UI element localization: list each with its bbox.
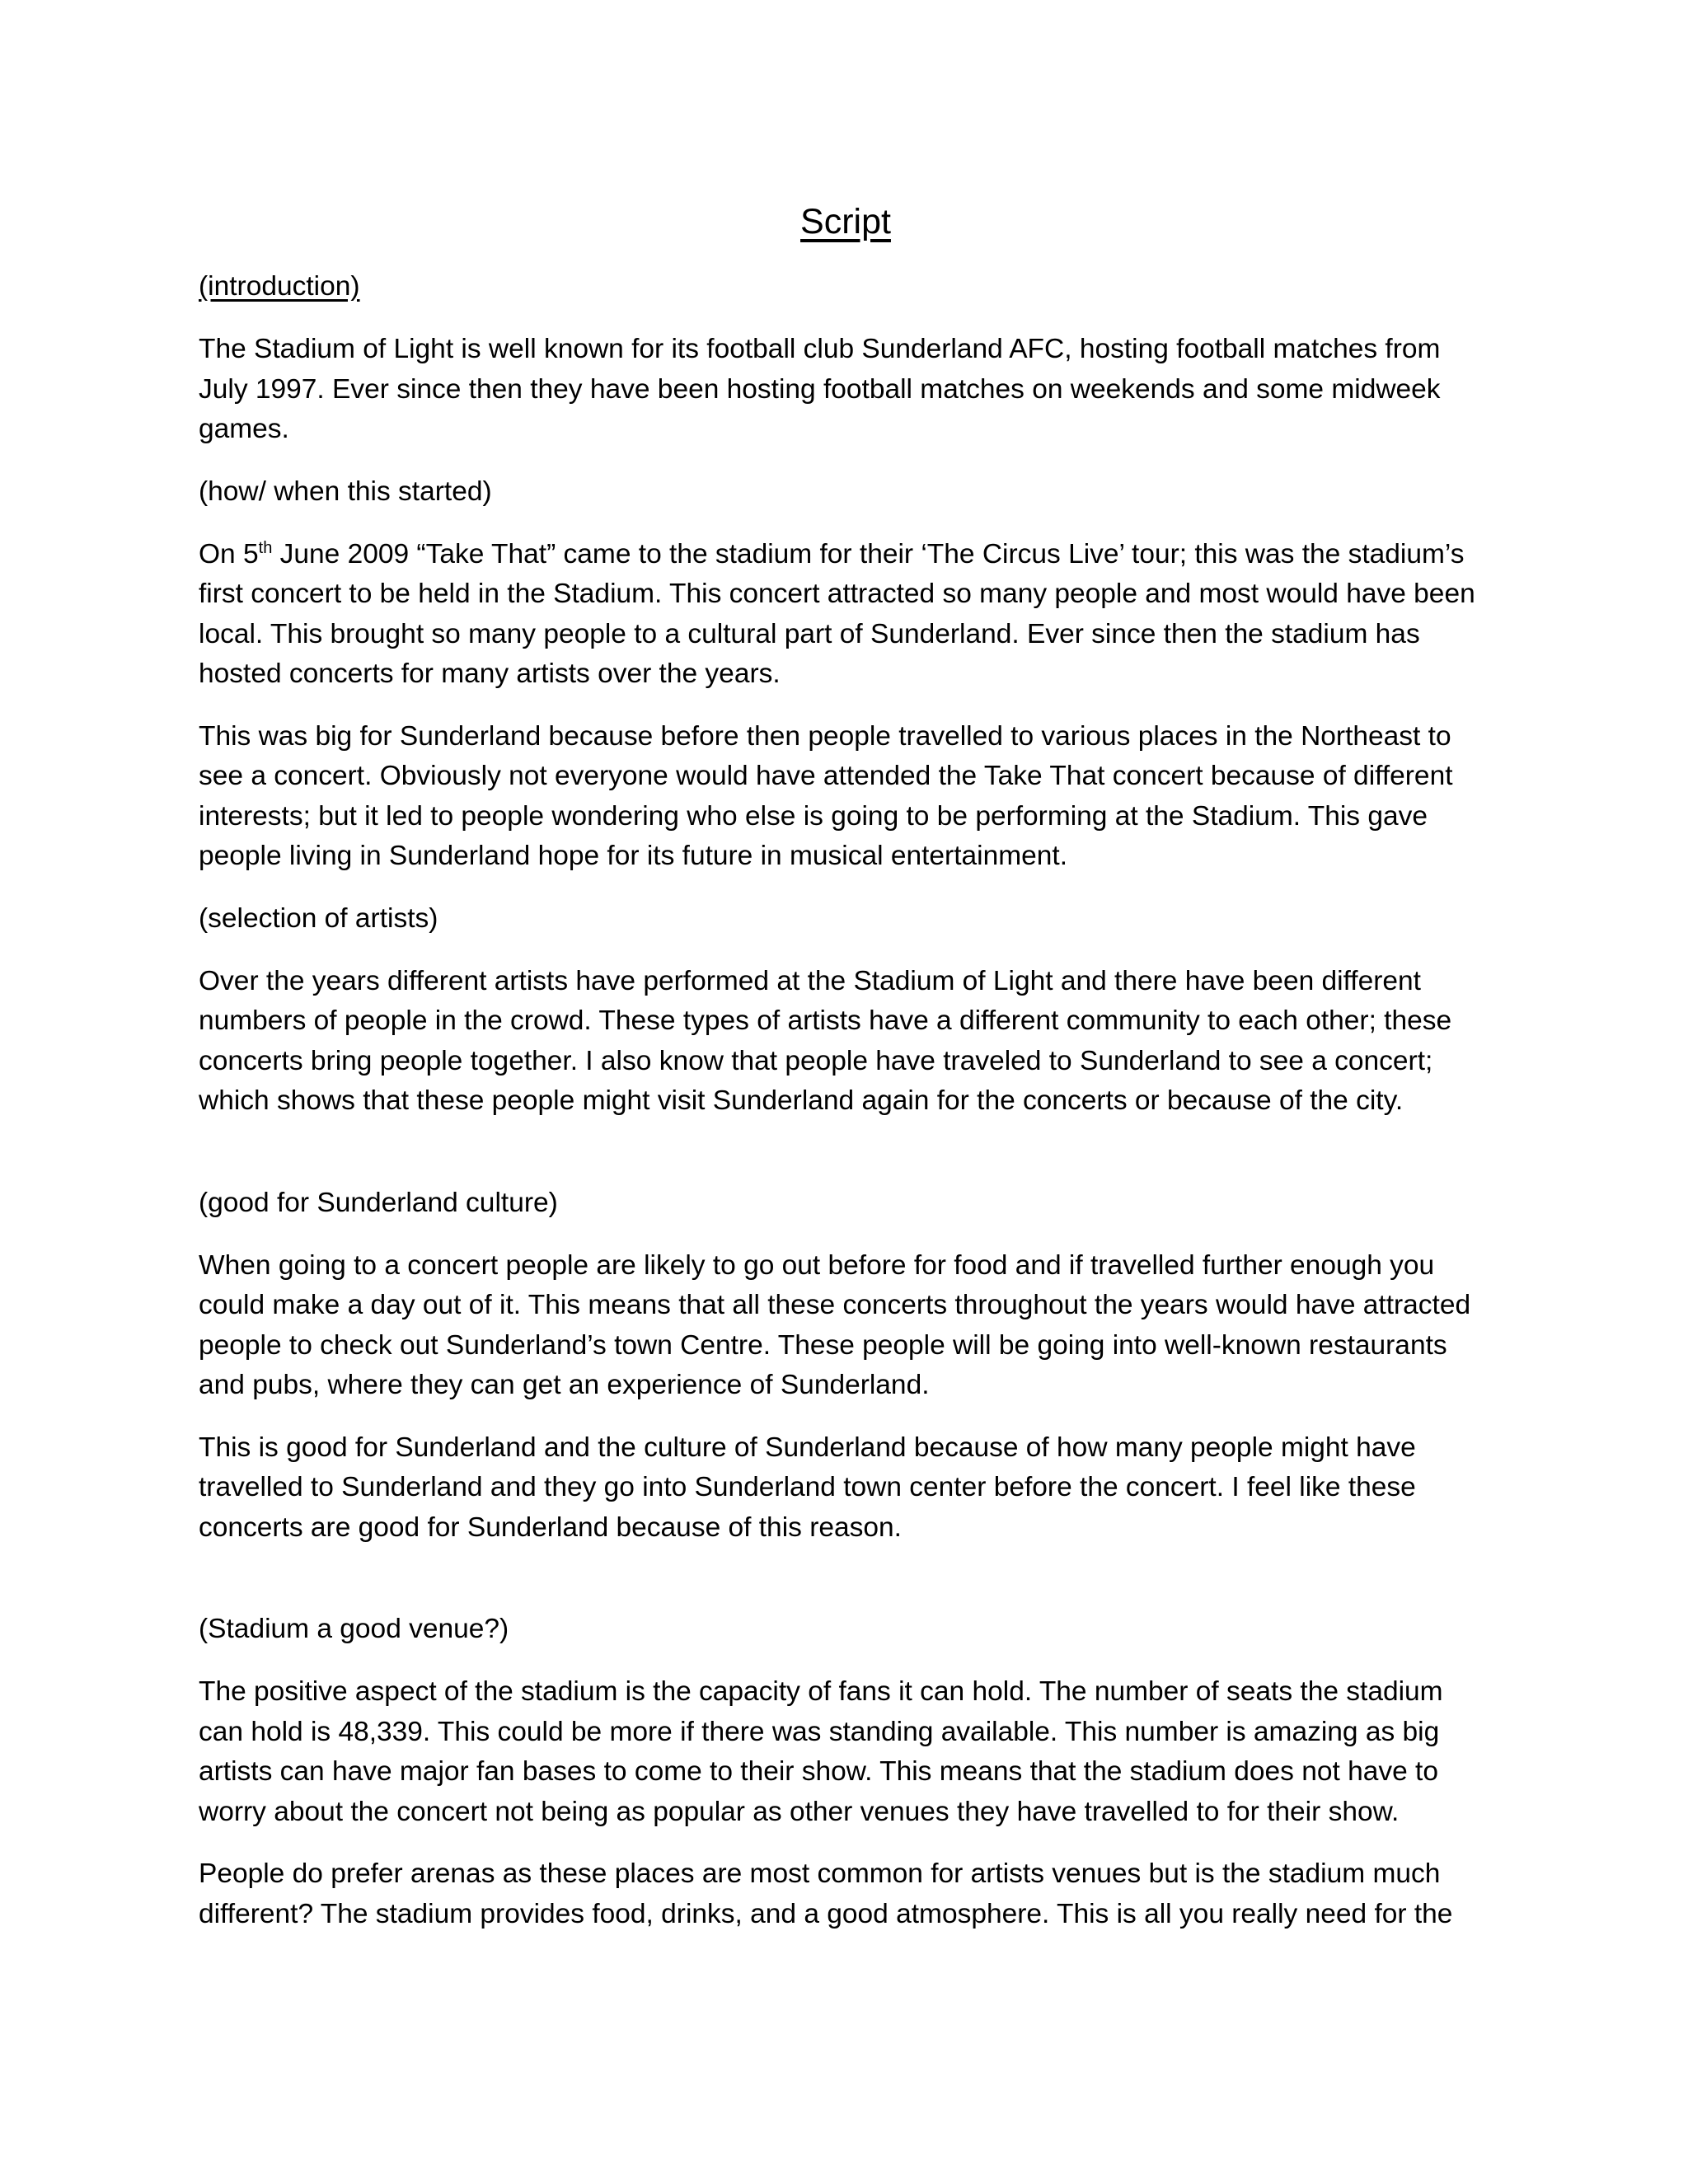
paragraph-arenas-comparison: People do prefer arenas as these places are most common for artists venues but is the stadium much different? The stadium provides food, drinks, and a good atmosphere. This is all you really need for the <box>199 1858 1453 1929</box>
paragraph-take-that-rest: June 2009 “Take That” came to the stadium for their ‘The Circus Live’ tour; this was the stadium’s first concert to be held in the Stadium. This concert attracted so many people and most would have been local. This brought so many people to a cultural part of Sunderland. Ever since then the stadium has hosted concerts for many artists over the years. <box>199 538 1475 689</box>
paragraph-big-for-sunderland: This was big for Sunderland because before then people travelled to various places in the Northeast to see a concert. Obviously not everyone would have attended the Take That concert because of different interests; but it led to people wondering who else is going to be performing at the Stadium. This gave people living in Sunderland hope for its future in musical entertainment. <box>199 720 1453 871</box>
blank-line <box>199 1570 1493 1610</box>
paragraph-take-that-start: On 5 <box>199 538 259 569</box>
section-heading-good-for-culture: (good for Sunderland culture) <box>199 1187 558 1218</box>
section-heading-how-when-started: (how/ when this started) <box>199 476 492 507</box>
section-heading-selection-of-artists: (selection of artists) <box>199 902 438 934</box>
paragraph-take-that-concert <box>199 535 1493 695</box>
paragraph-stadium-capacity: The positive aspect of the stadium is the capacity of fans it can hold. The number of seats the stadium can hold is 48,339. This could be more if there was standing available. This number is amazing as big artists can have major fan bases to come to their show. This means that the stadium does not have to worry about the concert not being as popular as other venues they have travelled to for their show. <box>199 1676 1443 1827</box>
page-title: Script <box>800 202 891 241</box>
section-heading-introduction: (introduction) <box>199 271 360 302</box>
ordinal-suffix: th <box>258 538 273 557</box>
paragraph-good-for-sunderland: This is good for Sunderland and the culture of Sunderland because of how many people might have travelled to Sunderland and they go into Sunderland town center before the concert. I feel like these concerts are good for Sunderland because of this reason. <box>199 1432 1416 1543</box>
section-heading-good-venue: (Stadium a good venue?) <box>199 1614 509 1644</box>
blank-line <box>199 1144 1493 1183</box>
paragraph-concert-day-out: When going to a concert people are likely to go out before for food and if travelled further enough you could make a day out of it. This means that all these concerts throughout the years would have attracted people to check out Sunderland’s town Centre. These people will be going into well-known restaurants and pubs, where they can get an experience of Sunderland. <box>199 1249 1471 1400</box>
paragraph-different-artists: Over the years different artists have performed at the Stadium of Light and there have been different numbers of people in the crowd. These types of artists have a different community to each other; these concerts bring people together. I also know that people have traveled to Sunderland to see a concert; which shows that these people might visit Sunderland again for the concerts or because of the city. <box>199 965 1452 1116</box>
paragraph-introduction: The Stadium of Light is well known for its football club Sunderland AFC, hosting football matches from July 1997. Ever since then they have been hosting football matches on weekends and some midweek games. <box>199 334 1441 444</box>
document-body <box>199 198 1493 1957</box>
